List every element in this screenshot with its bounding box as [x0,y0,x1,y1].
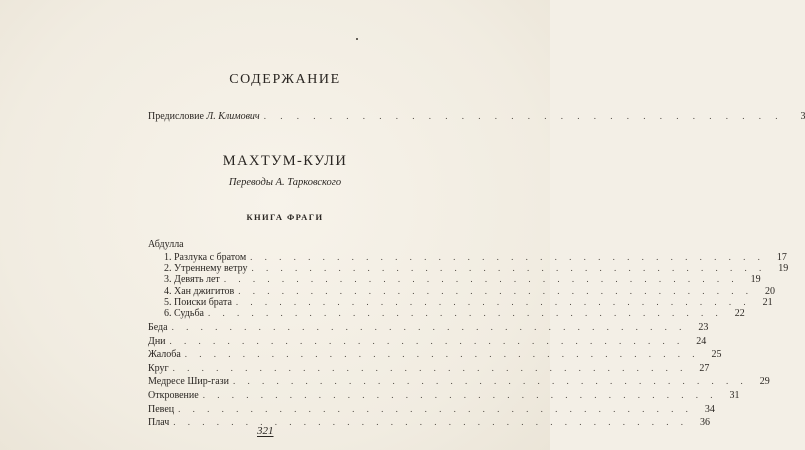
toc-entry-label: Круг [148,362,169,374]
toc-entry-label: Жалоба [148,349,181,361]
toc-entry-label: Дни [148,335,166,347]
toc-page-number: 19 [778,263,789,275]
toc-entry-label: 1. Разлука с братом [164,252,247,263]
preface-author: Л. Климович [206,111,260,122]
toc-page-number: 24 [696,335,707,347]
leader-dots: . . . . . . . . . . . . . . . . . . . . . . . . . . . . . . . . . . . . [232,376,748,387]
toc-entry [148,334,707,348]
toc-entry-label [148,110,260,124]
toc-page-number: 20 [765,285,776,297]
toc-page-number: 34 [704,403,715,415]
toc-entry-label: Медресе Шир-гази [148,376,229,388]
toc-entry-label: Беда [148,322,168,333]
section-title: КНИГА ФРАГИ [246,212,324,222]
toc-entry-label: Откровение [148,390,199,401]
leader-dots: . . . . . . . . . . . . . . . . . . . . . . . . . . . . . . . . . . . . [235,296,751,307]
page-number: 321 [257,425,274,437]
toc-page-number: 31 [729,390,740,401]
leader-dots: . . . . . . . . . . . . . . . . . . . . . . . . . . . . . . . . . . . . [184,349,700,360]
toc-entry [148,388,740,402]
group-heading: Абдулла [148,239,184,250]
leader-dots: . . . . . . . . . . . . . . . . . . . . . . . . . . . . . . . . . . . . [172,362,688,373]
leader-dots: . . . . . . . . . . . . . . . . . . . . . . . . . . . . . . . . . . . . [223,274,739,285]
toc-entry [164,306,745,320]
toc-page-number: 36 [700,417,711,429]
toc-page-number: 22 [734,308,745,319]
leader-dots: . . . . . . . . . . . . . . . . . . . . . . . . . . . . . . . . . . . . [250,252,765,262]
toc-entry-label: 2. Утреннему ветру [164,263,248,275]
leader-dots: . . . . . . . . . . . . . . . . . . . . . . . . . . . . . . . . . . . . [169,335,685,346]
toc-entry [148,320,709,334]
preface-label: Предисловие [148,111,204,122]
toc-entry-label: 5. Поиски брата [164,296,232,308]
author-title: МАХТУМ-КУЛИ [222,153,348,169]
toc-entry [148,361,710,375]
leader-dots: . . . . . . . . . . . . . . . . . . . . . . . . . . . . . . . . . . . . [251,263,767,274]
leader-dots: . . . . . . . . . . . . . . . . . . . . . . . . . . . . . . . . . . . . [207,308,723,318]
toc-entry-label: 3. Девять лет [164,274,220,286]
toc-page-number: 19 [750,274,761,286]
toc-page-number: 17 [776,252,787,263]
translator-line: Переводы А. Тарковского [228,177,342,188]
toc-entry-label: Певец [148,403,175,415]
toc-entry-label: 6. Судьба [164,308,204,319]
toc-entry [148,402,715,416]
leader-dots: . . . . . . . . . . . . . . . . . . . . . . . . . . . . . . . . . . . . [171,322,687,332]
toc-page-number: 29 [759,376,770,388]
leader-dots: . . . . . . . . . . . . . . . . . . . . . . . . . . . . . . . . . . . . [202,390,718,400]
leader-dots: . . . . . . . . . . . . . . . . . . . . . . . . . . . . . . . . [263,111,784,121]
ink-speck [356,38,358,40]
contents-heading: СОДЕРЖАНИЕ [229,72,341,87]
toc-entry [148,415,711,429]
toc-entry [148,374,770,388]
toc-page-number: 3 [800,111,805,122]
toc-page-number: 21 [762,296,773,308]
toc-entry-label: 4. Хан джигитов [164,285,235,297]
leader-dots: . . . . . . . . . . . . . . . . . . . . . . . . . . . . . . . . . . . . [173,417,689,428]
toc-page-number: 27 [699,362,710,374]
toc-entry-preface [148,109,805,123]
toc-page-number: 25 [711,349,722,361]
leader-dots: . . . . . . . . . . . . . . . . . . . . . . . . . . . . . . . . . . . . [238,285,754,296]
toc-entry-label: Плач [148,417,170,429]
toc-page-number: 23 [698,322,709,333]
leader-dots: . . . . . . . . . . . . . . . . . . . . . . . . . . . . . . . . . . . . [178,403,693,414]
toc-entry [148,347,722,361]
